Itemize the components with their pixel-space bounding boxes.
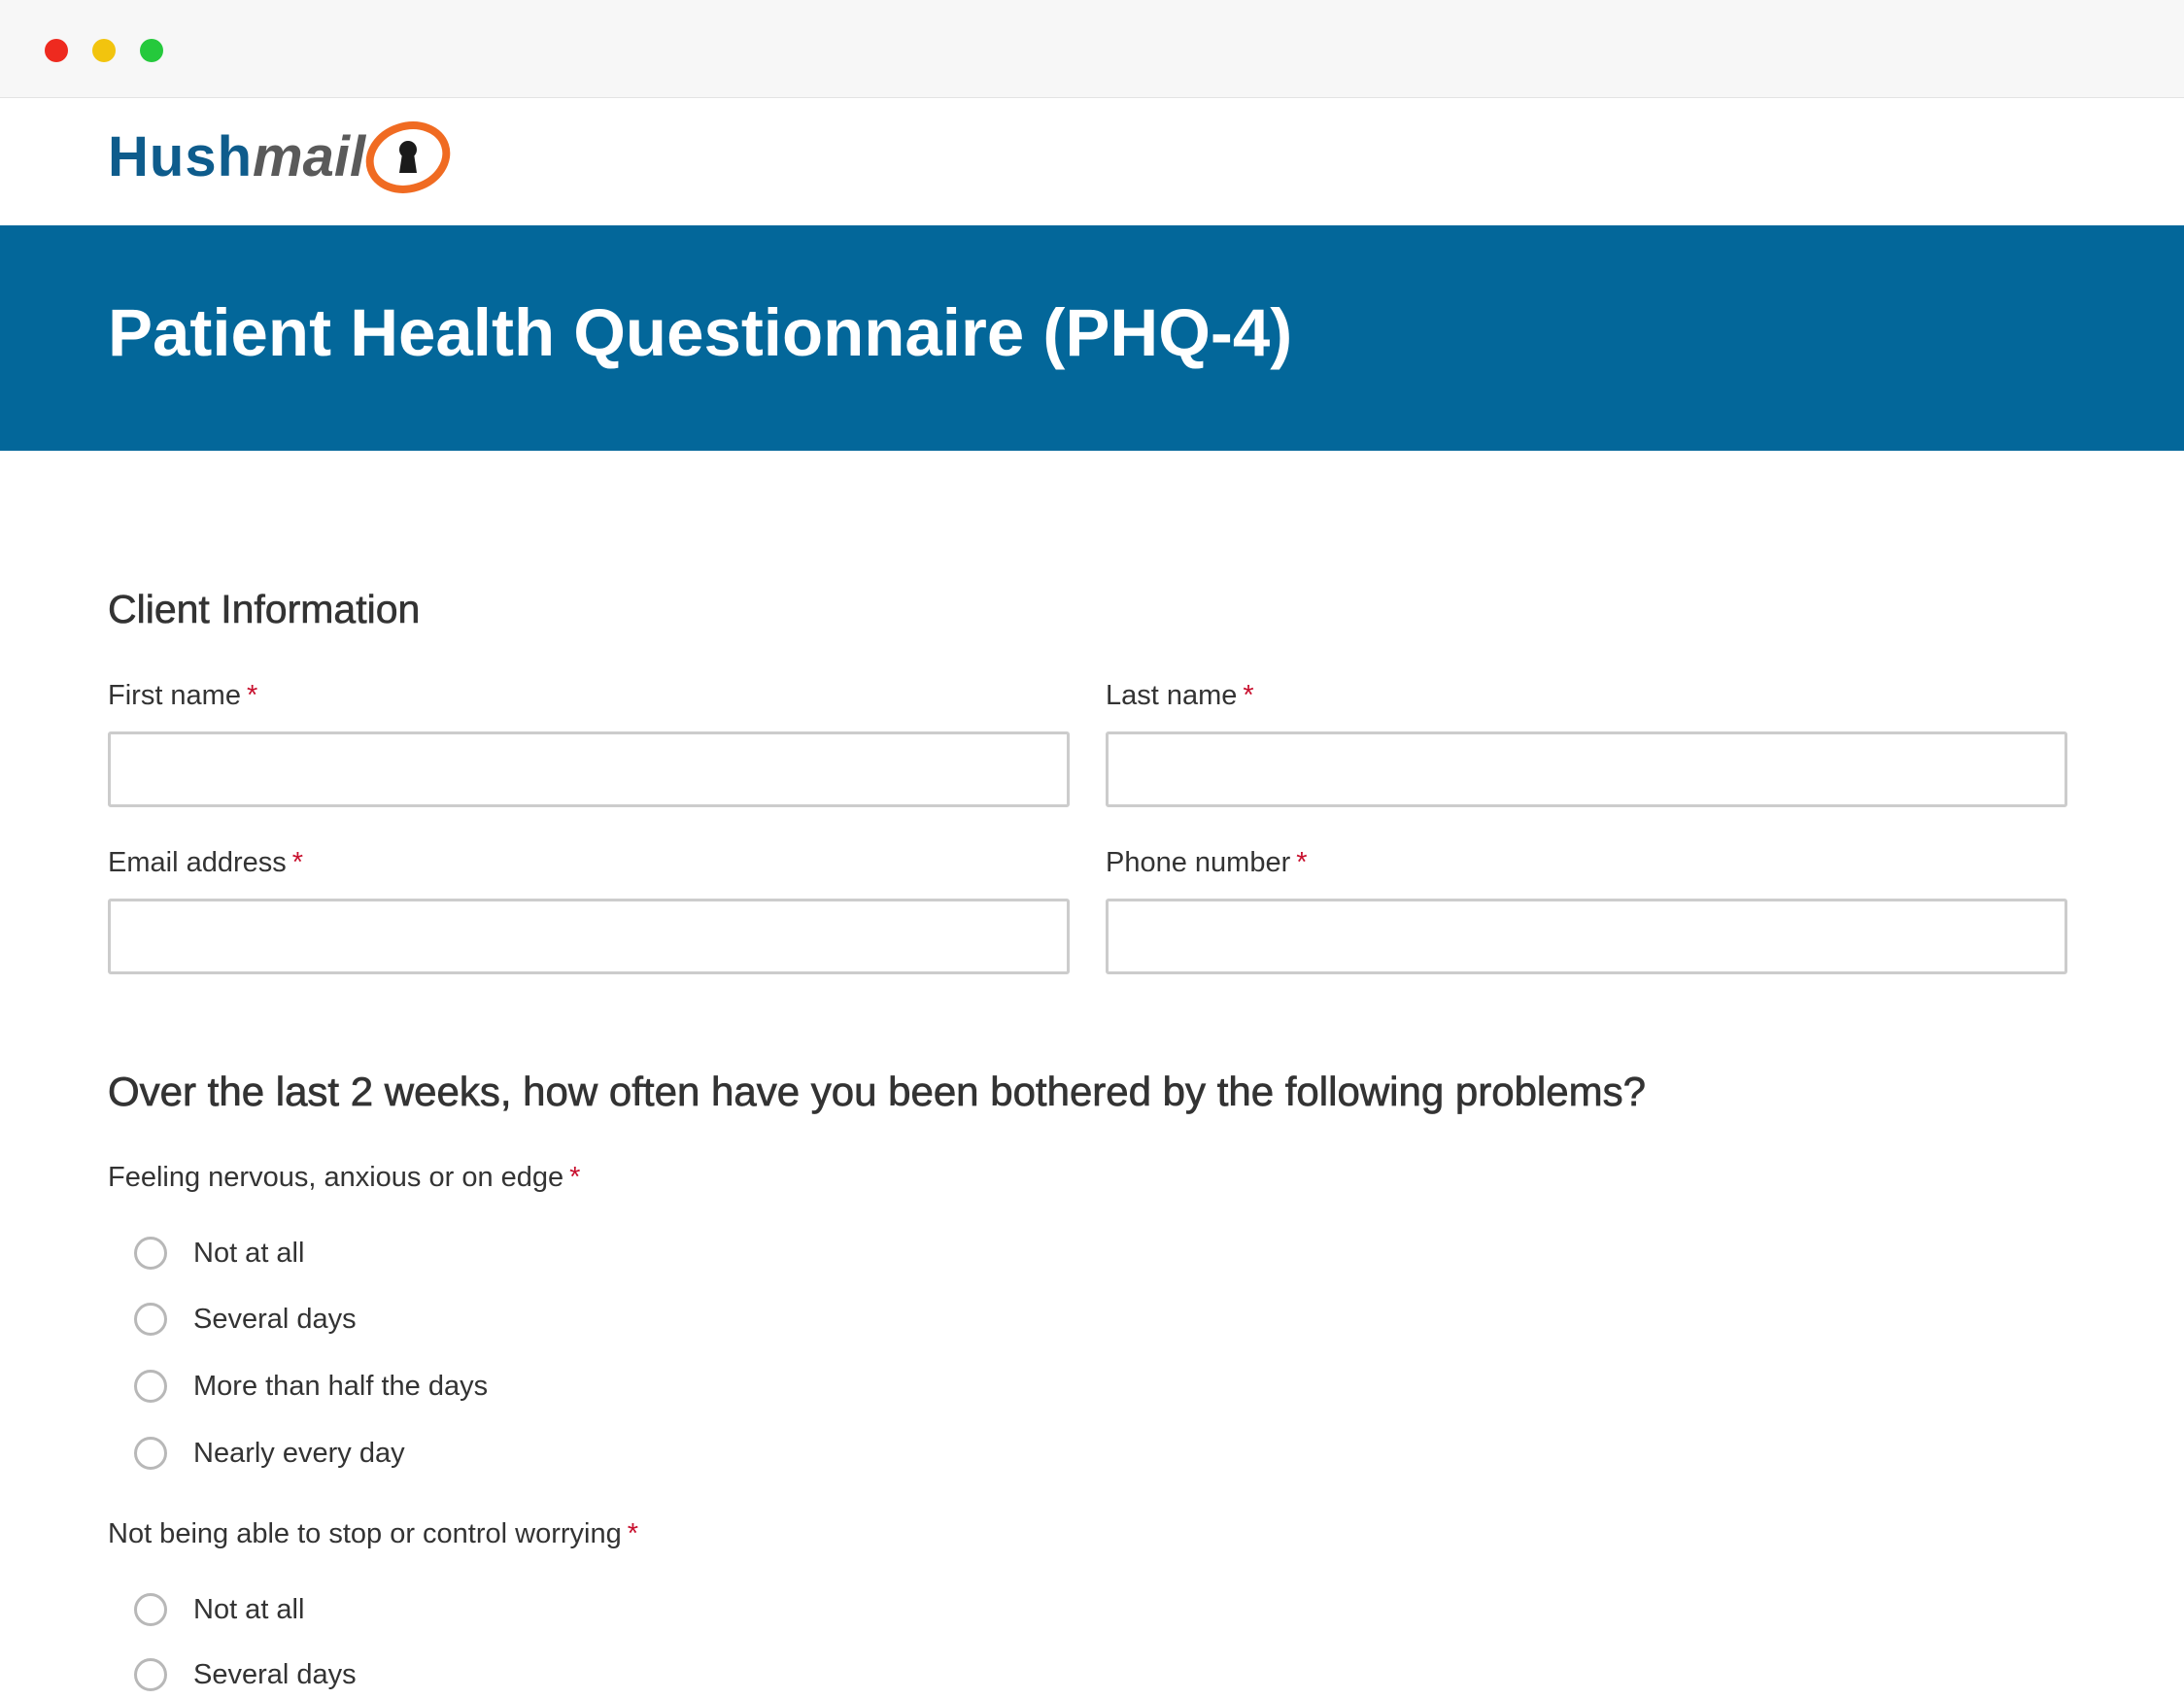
logo-text-mail: mail [253, 124, 366, 188]
email-label [108, 847, 303, 879]
logo-header [0, 99, 2184, 225]
window-titlebar [0, 0, 2184, 98]
q1-option-several-days[interactable] [134, 1298, 357, 1341]
client-info-heading: Client Information [108, 587, 421, 631]
radio-label: Several days [193, 1303, 357, 1335]
radio-button[interactable] [134, 1370, 167, 1403]
first-name-label [108, 680, 257, 712]
question-2-label-text: Not being able to stop or control worrying [108, 1518, 622, 1549]
required-asterisk: * [627, 1518, 639, 1549]
minimize-window-button[interactable] [92, 39, 116, 62]
phone-field[interactable] [1106, 899, 2067, 974]
last-name-field[interactable] [1106, 731, 2067, 807]
phone-label [1106, 847, 1308, 879]
title-banner [0, 225, 2184, 451]
radio-button[interactable] [134, 1593, 167, 1626]
required-asterisk: * [1296, 847, 1308, 878]
phone-label-text: Phone number [1106, 847, 1291, 878]
radio-label: More than half the days [193, 1370, 489, 1402]
question-2-label [108, 1518, 638, 1550]
q2-option-several-days[interactable] [134, 1653, 357, 1696]
question-1-label [108, 1162, 580, 1194]
required-asterisk: * [291, 847, 304, 878]
email-field[interactable] [108, 899, 1070, 974]
logo-text-hush: Hush [108, 124, 253, 188]
first-name-field[interactable] [108, 731, 1070, 807]
required-asterisk: * [246, 680, 258, 711]
required-asterisk: * [1243, 680, 1254, 711]
q2-option-not-at-all[interactable] [134, 1588, 304, 1631]
last-name-label-text: Last name [1106, 680, 1238, 711]
questionnaire-heading: Over the last 2 weeks, how often have you been bothered by the following problems? [108, 1069, 1646, 1114]
radio-label: Not at all [193, 1237, 305, 1269]
radio-label: Several days [193, 1658, 357, 1690]
radio-label: Not at all [193, 1593, 305, 1625]
maximize-window-button[interactable] [140, 39, 163, 62]
radio-button[interactable] [134, 1303, 167, 1336]
page-title: Patient Health Questionnaire (PHQ-4) [108, 295, 1293, 370]
q1-option-more-than-half[interactable] [134, 1365, 488, 1408]
q1-option-not-at-all[interactable] [134, 1232, 304, 1274]
radio-label: Nearly every day [193, 1437, 405, 1469]
radio-button[interactable] [134, 1658, 167, 1691]
last-name-label [1106, 680, 1254, 712]
email-label-text: Email address [108, 847, 287, 878]
first-name-label-text: First name [108, 680, 241, 711]
hushmail-logo[interactable] [108, 113, 453, 200]
required-asterisk: * [569, 1162, 581, 1193]
question-1-label-text: Feeling nervous, anxious or on edge [108, 1162, 564, 1193]
keyhole-icon [363, 119, 453, 201]
close-window-button[interactable] [45, 39, 68, 62]
radio-button[interactable] [134, 1237, 167, 1270]
q1-option-nearly-every-day[interactable] [134, 1432, 405, 1475]
radio-button[interactable] [134, 1437, 167, 1470]
